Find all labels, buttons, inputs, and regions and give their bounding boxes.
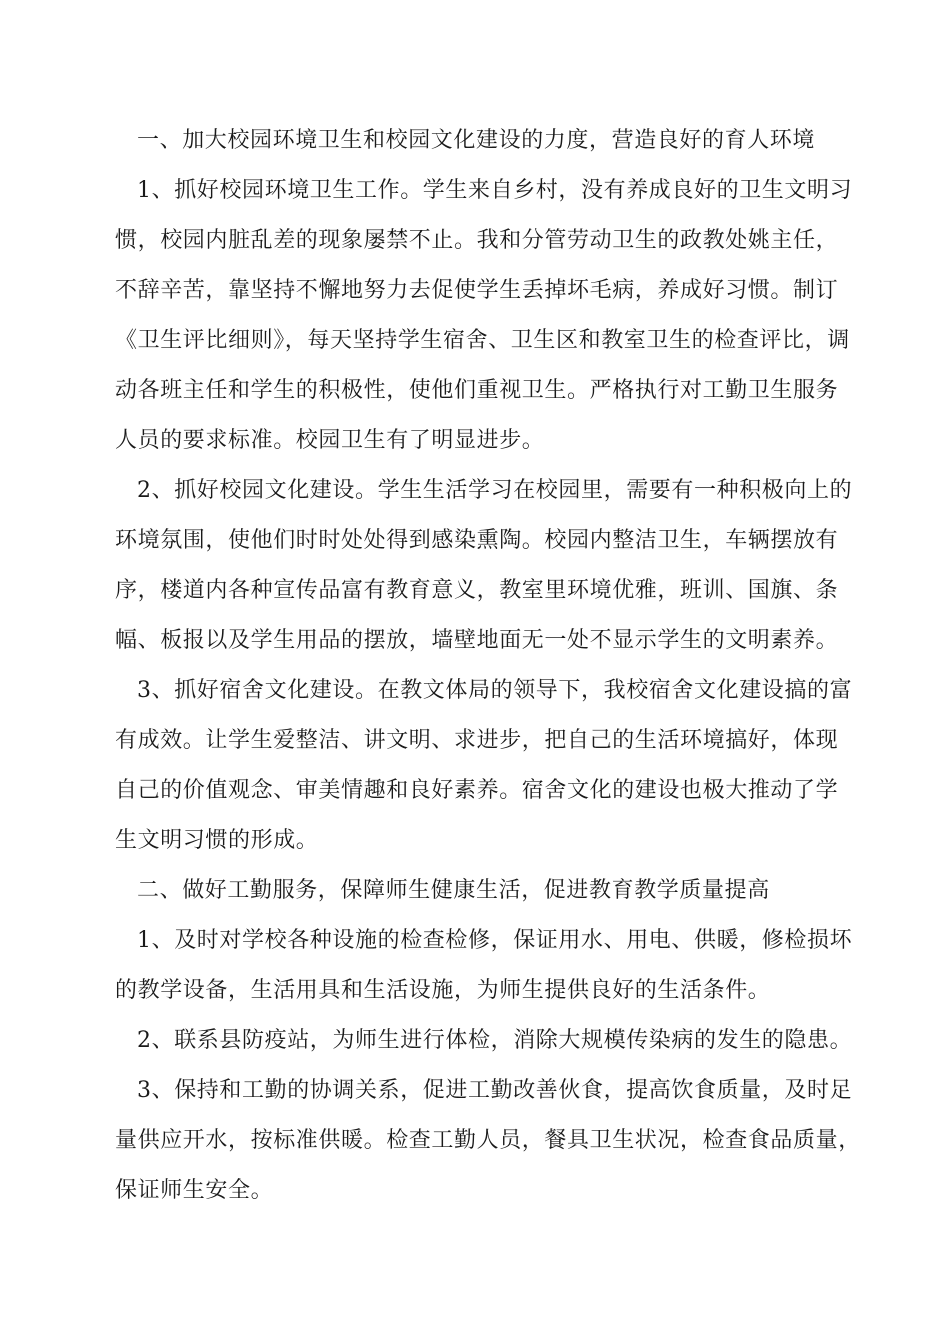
text-line: 保证师生安全。 — [115, 1178, 274, 1203]
text-line: 3、抓好宿舍文化建设。在教文体局的领导下，我校宿舍文化建设搞的富 — [137, 678, 853, 703]
text-line: 动各班主任和学生的积极性，使他们重视卫生。严格执行对工勤卫生服务 — [115, 378, 839, 403]
text-line: 1、及时对学校各种设施的检查检修，保证用水、用电、供暖，修检损坏 — [137, 928, 853, 953]
document-body — [115, 116, 861, 1216]
text-line: 的教学设备，生活用具和生活设施，为师生提供良好的生活条件。 — [115, 978, 771, 1003]
text-line: 序，楼道内各种宣传品富有教育意义，教室里环境优雅，班训、国旗、条 — [115, 578, 839, 603]
text-line: 惯，校园内脏乱差的现象屡禁不止。我和分管劳动卫生的政教处姚主任， — [115, 228, 839, 253]
section1-item-1 — [115, 166, 853, 466]
text-line: 环境氛围，使他们时时处处得到感染熏陶。校园内整洁卫生，车辆摆放有 — [115, 528, 839, 553]
section-heading-2: 二、做好工勤服务，保障师生健康生活，促进教育教学质量提高 — [137, 878, 770, 903]
text-line: 生文明习惯的形成。 — [115, 828, 319, 853]
text-line: 有成效。让学生爱整洁、讲文明、求进步，把自己的生活环境搞好，体现 — [115, 728, 839, 753]
text-line: 3、保持和工勤的协调关系，促进工勤改善伙食，提高饮食质量，及时足 — [137, 1078, 853, 1103]
section2-item-1 — [115, 916, 853, 1016]
text-line: 人员的要求标准。校园卫生有了明显进步。 — [115, 428, 545, 453]
text-line: 量供应开水，按标准供暖。检查工勤人员，餐具卫生状况，检查食品质量， — [115, 1128, 861, 1153]
text-line: 《卫生评比细则》，每天坚持学生宿舍、卫生区和教室卫生的检查评比，调 — [115, 328, 850, 353]
section-heading-1: 一、加大校园环境卫生和校园文化建设的力度，营造良好的育人环境 — [137, 128, 816, 153]
text-line: 自己的价值观念、审美情趣和良好素养。宿舍文化的建设也极大推动了学 — [115, 778, 839, 803]
text-line: 2、抓好校园文化建设。学生生活学习在校园里，需要有一种积极向上的 — [137, 478, 853, 503]
section2-item-2 — [115, 1016, 853, 1066]
text-line: 2、联系县防疫站，为师生进行体检，消除大规模传染病的发生的隐患。 — [137, 1028, 853, 1053]
section1-item-2 — [115, 466, 853, 666]
section2-item-3 — [115, 1066, 861, 1216]
text-line: 1、抓好校园环境卫生工作。学生来自乡村，没有养成良好的卫生文明习 — [137, 178, 853, 203]
text-line: 幅、板报以及学生用品的摆放，墙壁地面无一处不显示学生的文明素养。 — [115, 628, 839, 653]
section1-item-3 — [115, 666, 853, 866]
text-line: 不辞辛苦，靠坚持不懈地努力去促使学生丢掉坏毛病，养成好习惯。制订 — [115, 278, 839, 303]
